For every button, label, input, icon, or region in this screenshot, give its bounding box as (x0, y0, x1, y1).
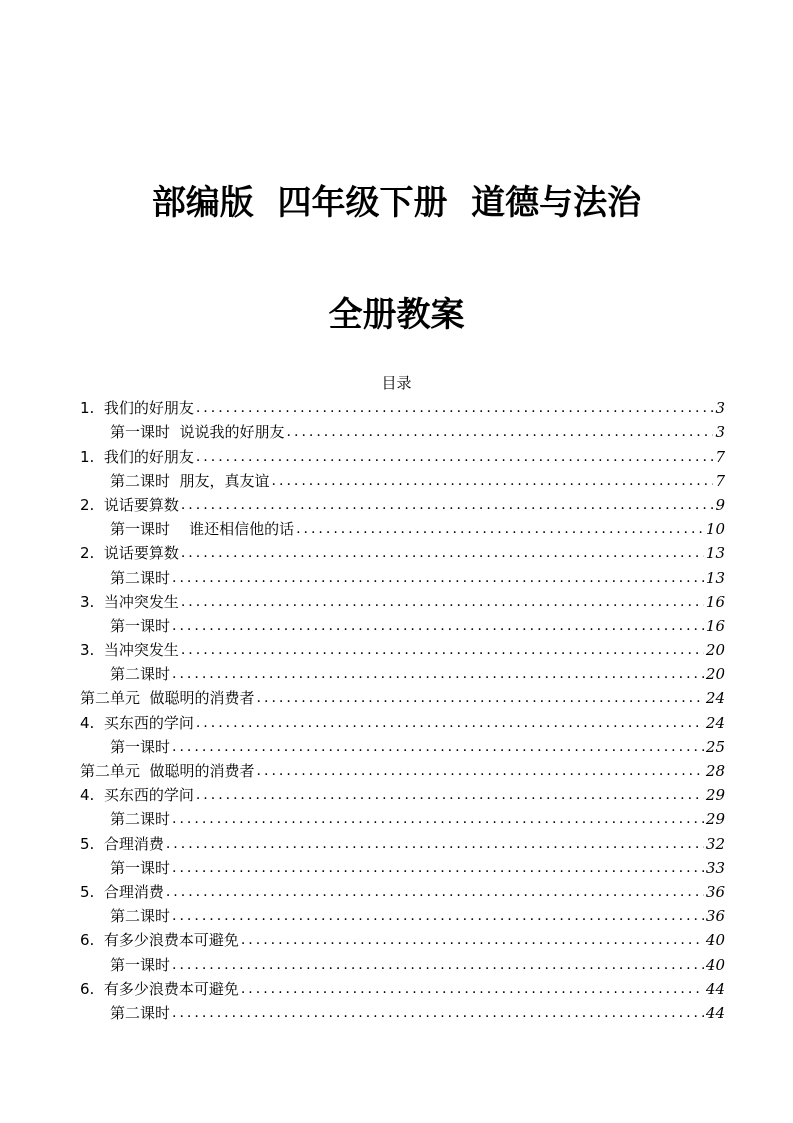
toc-entry[interactable] (80, 950, 725, 974)
toc-entry-title: 3. 当冲突发生 (80, 641, 179, 660)
toc-entry[interactable] (80, 588, 725, 612)
toc-entry-title: 第二课时 朋友，真友谊 (110, 471, 270, 490)
toc-entry-title: 4. 买东西的学问 (80, 713, 194, 732)
toc-dot-leader (172, 616, 704, 636)
toc-dot-leader (296, 519, 704, 539)
toc-entry-title: 6. 有多少浪费本可避免 (80, 979, 239, 998)
toc-dot-leader (166, 834, 704, 854)
toc-entry-title: 第二课时 (110, 1003, 171, 1022)
toc-dot-leader (196, 713, 704, 733)
toc-dot-leader (166, 882, 704, 902)
toc-dot-leader (287, 422, 714, 442)
toc-entry-page-number: 44 (705, 979, 725, 998)
toc-entry-page-number: 16 (705, 592, 725, 611)
toc-entry[interactable] (80, 805, 725, 829)
toc-entry-page-number: 9 (715, 495, 725, 514)
toc-dot-leader (181, 495, 714, 515)
toc-entry[interactable] (80, 829, 725, 853)
toc-entry-title: 第一课时 谁还相信他的话 (110, 520, 295, 539)
toc-entry[interactable] (80, 612, 725, 636)
toc-entry[interactable] (80, 442, 725, 466)
toc-entry-title: 第一课时 (110, 955, 171, 974)
document-subtitle: 全册教案 (328, 295, 465, 335)
toc-entry-page-number: 36 (705, 882, 725, 901)
toc-dot-leader (172, 955, 704, 975)
toc-entry[interactable] (80, 684, 725, 708)
toc-dot-leader (241, 930, 704, 950)
toc-entry-title: 第二单元 做聪明的消费者 (80, 689, 255, 708)
toc-entry-page-number: 16 (705, 616, 725, 635)
toc-entry-title: 2. 说话要算数 (80, 495, 179, 514)
toc-entry-title: 6. 有多少浪费本可避免 (80, 931, 239, 950)
toc-entry-title: 第一课时 说说我的好朋友 (110, 423, 285, 442)
toc-entry[interactable] (80, 999, 725, 1023)
toc-entry[interactable] (80, 515, 725, 539)
toc-dot-leader (172, 1003, 704, 1023)
toc-entry-page-number: 3 (715, 423, 725, 442)
toc-dot-leader (172, 906, 704, 926)
toc-entry-page-number: 10 (705, 520, 725, 539)
toc-entry[interactable] (80, 854, 725, 878)
toc-dot-leader (172, 568, 704, 588)
toc-entry-title: 2. 说话要算数 (80, 544, 179, 563)
toc-dot-leader (181, 640, 704, 660)
toc-entry-page-number: 25 (705, 737, 725, 756)
toc-entry-page-number: 20 (705, 665, 725, 684)
toc-entry[interactable] (80, 708, 725, 732)
toc-entry-title: 第二课时 (110, 907, 171, 926)
toc-entry[interactable] (80, 394, 725, 418)
toc-entry-title: 第二课时 (110, 568, 171, 587)
toc-dot-leader (172, 664, 704, 684)
toc-entry[interactable] (80, 418, 725, 442)
toc-entry[interactable] (80, 636, 725, 660)
toc-entry-title: 第二课时 (110, 665, 171, 684)
toc-dot-leader (172, 858, 704, 878)
toc-entry-page-number: 3 (715, 399, 725, 418)
toc-entry-title: 3. 当冲突发生 (80, 592, 179, 611)
toc-entry[interactable] (80, 975, 725, 999)
toc-entry-page-number: 44 (705, 1003, 725, 1022)
toc-entry-title: 1. 我们的好朋友 (80, 447, 194, 466)
toc-entry-title: 第二课时 (110, 810, 171, 829)
toc-entry[interactable] (80, 563, 725, 587)
toc-entry-page-number: 29 (705, 810, 725, 829)
toc-entry-page-number: 24 (705, 713, 725, 732)
toc-dot-leader (196, 398, 714, 418)
toc-entry[interactable] (80, 660, 725, 684)
toc-entry-page-number: 40 (705, 955, 725, 974)
toc-entry-page-number: 20 (705, 641, 725, 660)
toc-entry-page-number: 13 (705, 544, 725, 563)
toc-entry[interactable] (80, 733, 725, 757)
toc-entry-title: 5. 合理消费 (80, 882, 164, 901)
toc-dot-leader (181, 543, 704, 563)
toc-entry[interactable] (80, 878, 725, 902)
toc-entry[interactable] (80, 926, 725, 950)
toc-dot-leader (181, 592, 704, 612)
toc-entry[interactable] (80, 539, 725, 563)
toc-entry[interactable] (80, 491, 725, 515)
toc-entry[interactable] (80, 902, 725, 926)
toc-entry-page-number: 7 (715, 471, 725, 490)
toc-entry-title: 5. 合理消费 (80, 834, 164, 853)
toc-dot-leader (196, 447, 714, 467)
toc-entry-page-number: 40 (705, 931, 725, 950)
toc-entry-page-number: 24 (705, 689, 725, 708)
toc-dot-leader (241, 979, 704, 999)
toc-entry-page-number: 33 (705, 858, 725, 877)
toc-dot-leader (172, 737, 704, 757)
toc-entry[interactable] (80, 467, 725, 491)
toc-entry[interactable] (80, 781, 725, 805)
toc-entry-page-number: 29 (705, 786, 725, 805)
table-of-contents (80, 394, 725, 1023)
toc-entry-page-number: 36 (705, 907, 725, 926)
toc-entry-title: 第二单元 做聪明的消费者 (80, 762, 255, 780)
toc-heading: 目录 (381, 374, 412, 392)
toc-entry-page-number: 7 (715, 447, 725, 466)
toc-entry-page-number: 32 (705, 834, 725, 853)
toc-entry-title: 第一课时 (110, 858, 171, 877)
toc-entry-title: 第一课时 (110, 616, 171, 635)
toc-dot-leader (272, 471, 714, 491)
toc-entry-page-number: 28 (705, 762, 725, 780)
toc-entry-title: 1. 我们的好朋友 (80, 399, 194, 418)
toc-dot-leader (196, 785, 704, 805)
toc-entry[interactable] (80, 757, 725, 781)
toc-dot-leader (257, 688, 704, 708)
toc-entry-title: 4. 买东西的学问 (80, 786, 194, 805)
toc-entry-page-number: 13 (705, 568, 725, 587)
toc-dot-leader (172, 809, 704, 829)
document-title: 部编版 四年级下册 道德与法治 (151, 183, 642, 223)
toc-entry-title: 第一课时 (110, 737, 171, 756)
toc-dot-leader (257, 761, 704, 781)
